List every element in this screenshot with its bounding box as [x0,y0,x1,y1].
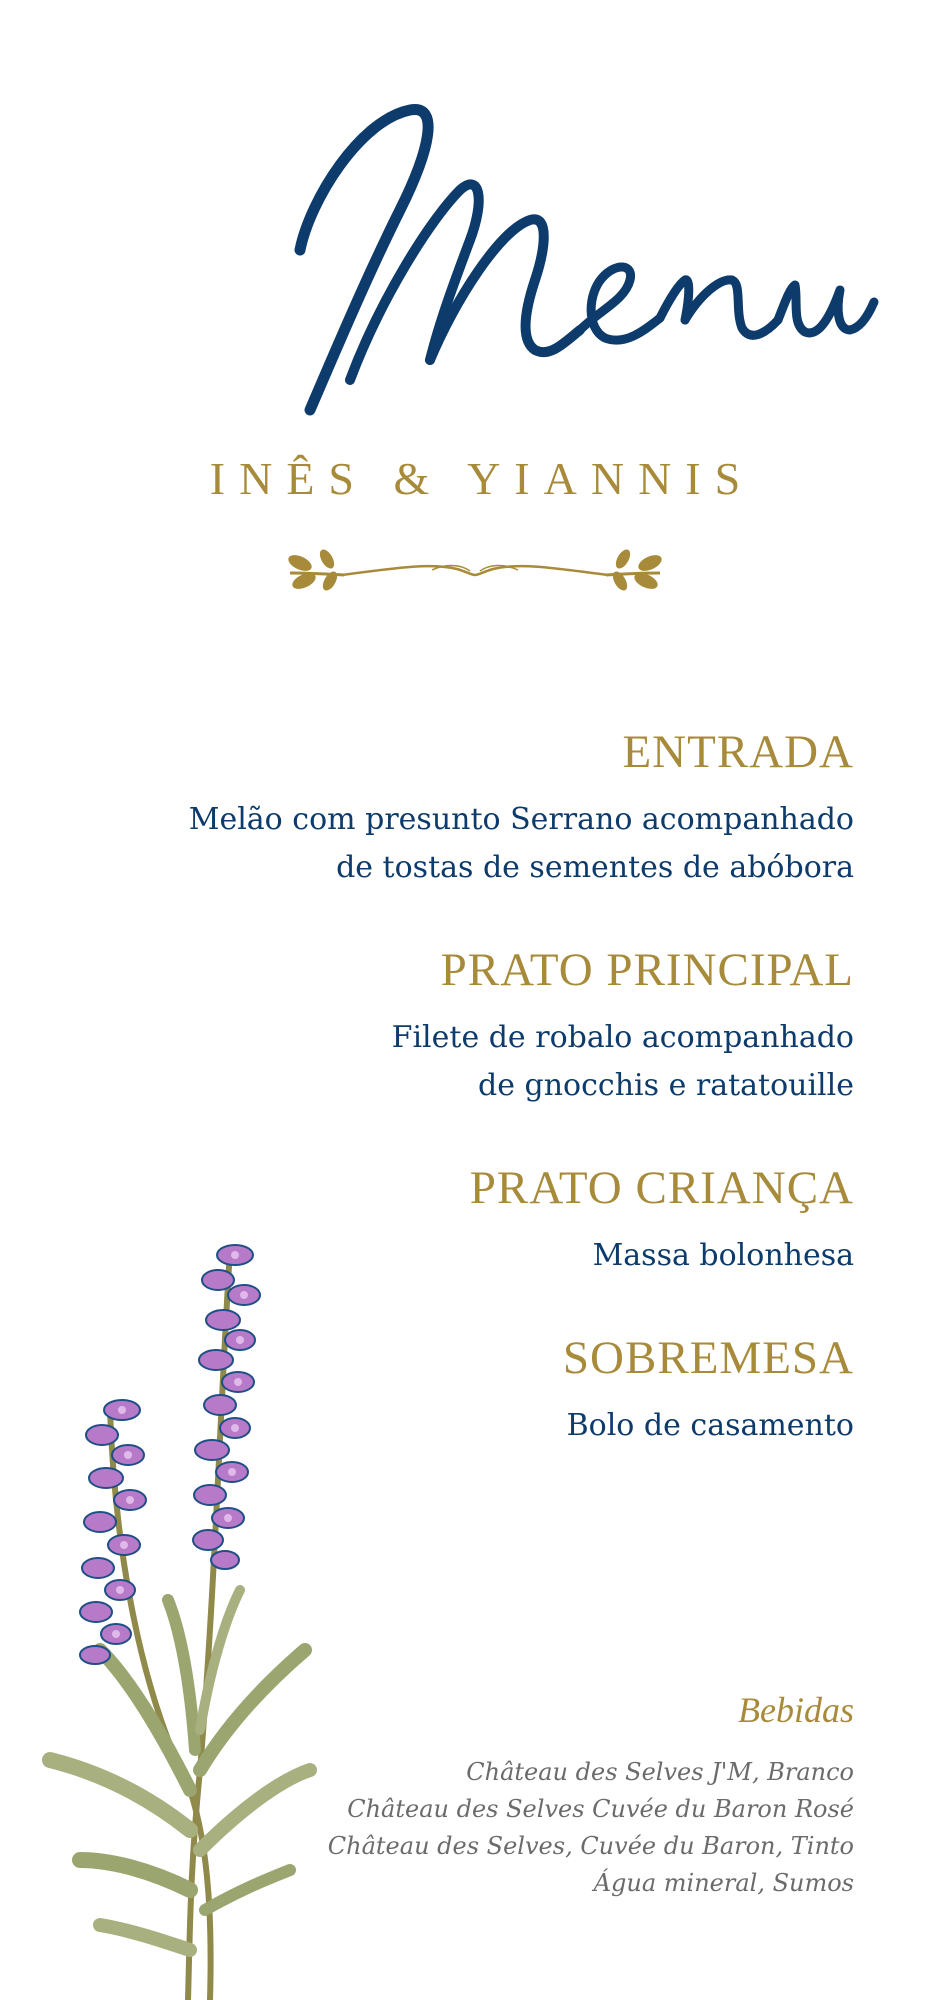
course-title: SOBREMESA [562,1332,854,1384]
ornament-flourish-icon [282,545,668,593]
menu-script-title [280,80,880,440]
drink-item: Água mineral, Sumos [593,1869,854,1897]
course-dish-line: Filete de robalo acompanhado [391,1020,854,1055]
course-dish-line: Massa bolonhesa [592,1238,854,1273]
course-title: ENTRADA [622,726,854,778]
course-dish-line: Bolo de casamento [566,1408,854,1443]
lavender-sprig-icon [40,1210,340,2000]
drink-item: Château des Selves J'M, Branco [466,1758,854,1786]
drink-item: Château des Selves, Cuvée du Baron, Tinto [327,1832,854,1860]
course-prato-principal [94,938,854,1110]
drink-item: Château des Selves Cuvée du Baron Rosé [347,1795,854,1823]
course-title: PRATO CRIANÇA [469,1162,854,1214]
couple-names: INÊS & YIANNIS [209,453,755,504]
course-title: PRATO PRINCIPAL [440,944,854,996]
course-dish-line: Melão com presunto Serrano acompanhado [188,802,854,837]
drinks-title: Bebidas [738,1690,854,1730]
course-entrada [94,720,854,892]
course-dish-line: de tostas de sementes de abóbora [336,850,854,885]
course-dish-line: de gnocchis e ratatouille [478,1068,854,1103]
